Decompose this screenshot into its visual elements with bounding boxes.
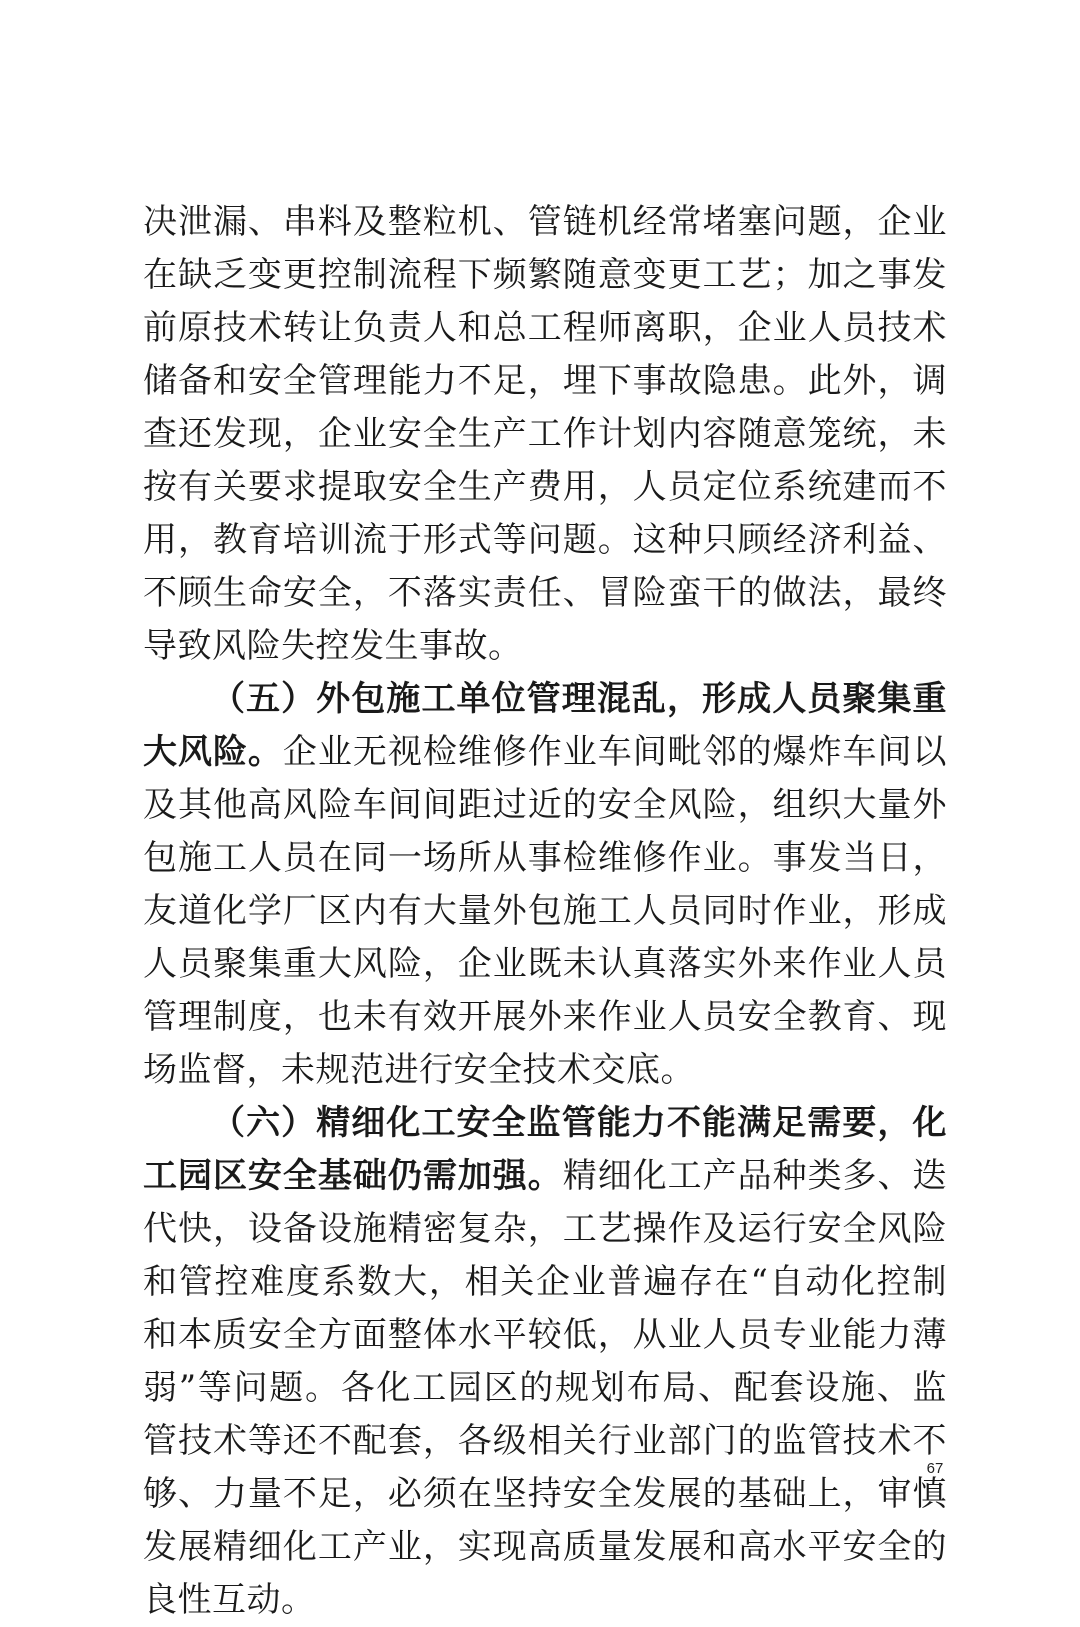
paragraph-text: 企业无视检维修作业车间毗邻的爆炸车间以及其他高风险车间间距过近的安全风险，组织大量外包施工人员在同一场所从事检维修作业。事发当日，友道化学厂区内有大量外包施工人员同时作业，形成人员聚集重大风险，企业既未认真落实外来作业人员管理制度，也未有效开展外来作业人员安全教育、现场监督，未规范进行安全技术交底。 [143,732,948,1090]
paragraph-section-5 [143,673,947,1097]
paragraph-continued [143,196,947,673]
paragraph-text: 决泄漏、串料及整粒机、管链机经常堵塞问题，企业在缺乏变更控制流程下频繁随意变更工艺；加之事发前原技术转让负责人和总工程师离职，企业人员技术储备和安全管理能力不足，埋下事故隐患。此外，调查还发现，企业安全生产工作计划内容随意笼统，未按有关要求提取安全生产费用，人员定位系统建而不用，教育培训流于形式等问题。这种只顾经济利益、不顾生命安全，不落实责任、冒险蛮干的做法，最终导致风险失控发生事故。 [143,202,947,666]
section-heading-6: （六）精细化工安全监管能力不能满足需要，化工园区安全基础仍需加强。 [143,1103,947,1196]
paragraph-text: 精细化工产品种类多、迭代快，设备设施精密复杂，工艺操作及运行安全风险和管控难度系数大，相关企业普遍存在“自动化控制和本质安全方面整体水平较低，从业人员专业能力薄弱”等问题。各化工园区的规划布局、配套设施、监管技术等还不配套，各级相关行业部门的监管技术不够、力量不足，必须在坚持安全发展的基础上，审慎发展精细化工产业，实现高质量发展和高水平安全的良性互动。 [143,1156,948,1620]
paragraph-section-6 [143,1097,947,1627]
body-text [143,196,947,1627]
section-heading-5: （五）外包施工单位管理混乱，形成人员聚集重大风险。 [143,679,947,772]
page-number: 67 [926,1460,944,1477]
